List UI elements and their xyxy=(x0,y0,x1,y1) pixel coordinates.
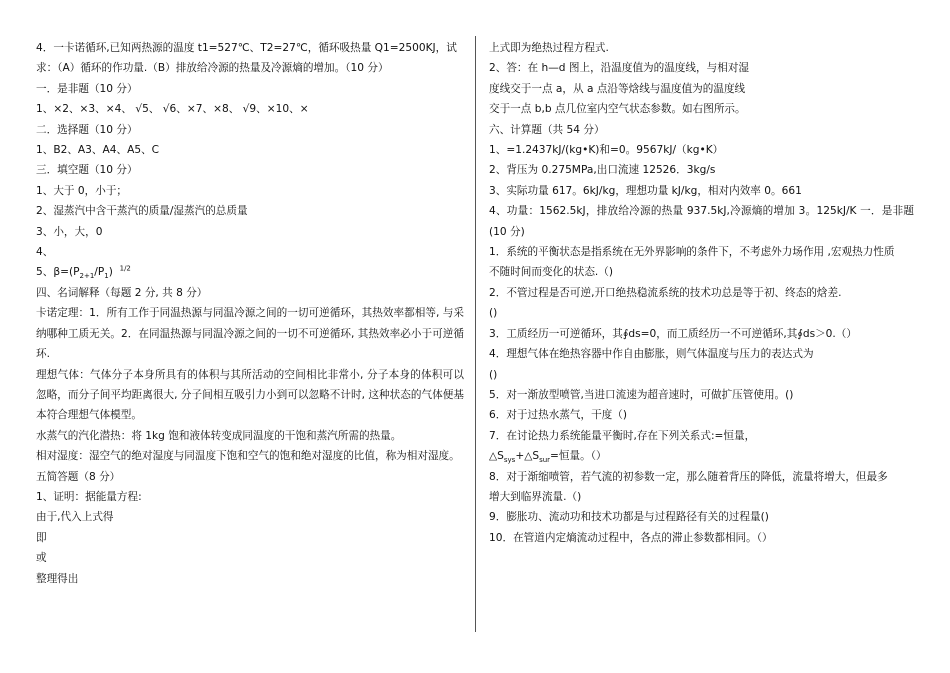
section-calc-title: 六、计算题（共 54 分） xyxy=(489,123,605,136)
true-false-answers: 1、×2、×3、×4、 √5、 √6、×7、×8、 √9、×10、× xyxy=(36,103,309,116)
choice-answers: 1、B2、A3、A4、A5、C xyxy=(36,144,160,157)
fill-5-subscript-2: 1 xyxy=(104,272,109,281)
fill-answer-3: 3、小，大，0 xyxy=(36,225,103,238)
tf-question-1: 1．系统的平衡状态是指系统在无外界影响的条件下，不考虑外力场作用 ,宏观热力性质 xyxy=(489,246,895,259)
proof-line-5: 整理得出 xyxy=(36,572,79,585)
carnot-definition: 卡诺定理：1．所有工作于同温热源与同温冷源之间的一切可逆循环，其热效率都相等, 与采纳哪种工质无关。2．在同温热源与同温冷源之间的一切不可逆循环, 其热效率必小于可逆循环. xyxy=(36,307,464,361)
tf-question-8: 8．对于渐缩喷管，若气流的初参数一定，那么随着背压的降低，流量将增大，但最多 xyxy=(489,470,888,483)
left-column xyxy=(36,38,464,589)
tf-question-1-end: 不随时间而变化的状态.（) xyxy=(489,266,614,279)
tf-question-6: 6．对于过热水蒸气，干度（) xyxy=(489,409,627,422)
tf-question-2-end: () xyxy=(489,307,498,320)
fill-5-close: ) xyxy=(108,266,113,279)
tf-question-3: 3．工质经历一可逆循环，其∮ds=0，而工质经历一不可逆循环,其∮ds＞0.（） xyxy=(489,327,857,340)
section-true-false-title: 一．是非题（10 分） xyxy=(36,82,138,95)
tf-question-10: 10．在管道内定熵流动过程中，各点的滞止参数都相同。（） xyxy=(489,531,773,544)
proof-line-4: 或 xyxy=(36,552,47,565)
section-terms-title: 四、名词解释（每题 2 分, 共 8 分） xyxy=(36,286,208,299)
section-short-answer-title: 五简答题（8 分） xyxy=(36,470,121,483)
latent-heat-definition: 水蒸气的汽化潜热：将 1kg 饱和液体转变成同温度的干饱和蒸汽所需的热量。 xyxy=(36,429,402,442)
proof-line-3: 即 xyxy=(36,531,47,544)
tf-question-4: 4．理想气体在绝热容器中作自由膨胀，则气体温度与压力的表达式为 xyxy=(489,348,814,361)
fill-answer-5 xyxy=(36,262,464,282)
ideal-gas-definition: 理想气体：气体分子本身所具有的体积与其所活动的空间相比非常小, 分子本身的体积可以忽略，而分子间平均距离很大, 分子间相互吸引力小到可以忽略不计时, 这种状态的气体便基本符合理想气体模型。 xyxy=(36,368,464,422)
right-column xyxy=(489,38,914,548)
tf-question-8-end: 增大到临界流量.（) xyxy=(489,490,582,503)
calc-answer-1: 1、=1.2437kJ/(kg•K)和=0。9567kJ/（kg•K） xyxy=(489,144,724,157)
answer-2-line-1: 2、答：在 h—d 图上，沿温度值为的温度线，与相对湿 xyxy=(489,62,749,75)
calc-answer-2: 2、背压为 0.275MPa,出口流速 12526．3kg/s xyxy=(489,164,716,177)
fill-5-mid: /P xyxy=(94,266,105,279)
question-4-line-1: 4．一卡诺循环,已知两热源的温度 t1=527℃、T2=27℃，循环吸热量 Q1=2500KJ，试 xyxy=(36,42,457,54)
delta-s-sur: +△S xyxy=(515,450,540,463)
fill-5-exponent: 1/2 xyxy=(119,264,131,273)
answer-2-line-2: 度线交于一点 a，从 a 点沿等焓线与温度值为的温度线 xyxy=(489,82,746,95)
fill-5-prefix: 5、β xyxy=(36,266,61,279)
sys-subscript: sys xyxy=(503,456,516,465)
fill-5-subscript-1: 2+1 xyxy=(79,272,95,281)
relative-humidity-definition: 相对湿度：湿空气的绝对湿度与同温度下饱和空气的饱和绝对湿度的比值，称为相对湿度。 xyxy=(36,450,460,463)
question-4-line-2: 求：（A）循环的作功量.（B）排放给冷源的热量及冷源熵的增加。（10 分） xyxy=(36,62,389,75)
fill-5-equals: =(P xyxy=(60,266,80,279)
proof-line-2: 由于,代入上式得 xyxy=(36,511,114,524)
tf-question-4-end: () xyxy=(489,368,498,381)
calc-answer-3: 3、实际功量 617。6kJ/kg，理想功量 kJ/kg，相对内效率 0。661 xyxy=(489,184,802,197)
tf-question-7: 7．在讨论热力系统能量平衡时,存在下列关系式:=恒量， xyxy=(489,429,756,442)
proof-line-1: 1、证明：据能量方程: xyxy=(36,490,142,503)
adiabatic-equation-note: 上式即为绝热过程方程式. xyxy=(489,42,609,54)
tf-question-9: 9．膨胀功、流动功和技术功都是与过程路径有关的过程量() xyxy=(489,511,769,524)
answer-2-line-3: 交于一点 b,b 点几位室内空气状态参数。如右图所示。 xyxy=(489,103,746,116)
fill-answer-2: 2、湿蒸汽中含干蒸汽的质量/湿蒸汽的总质量 xyxy=(36,205,248,218)
tf-question-2: 2．不管过程是否可逆,开口绝热稳流系统的技术功总是等于初、终态的焓差. xyxy=(489,286,842,299)
section-choice-title: 二．选择题（10 分） xyxy=(36,123,138,136)
column-divider xyxy=(475,36,476,632)
delta-s-sys: △S xyxy=(489,450,504,463)
tf-question-7-end xyxy=(489,446,914,466)
fill-answer-1: 1、大于 0，小于； xyxy=(36,184,128,197)
section-fill-title: 三．填空题（10 分） xyxy=(36,164,138,177)
sur-subscript: sur xyxy=(539,456,551,465)
tf-question-5: 5．对一渐放型喷管,当进口流速为超音速时，可做扩压管使用。() xyxy=(489,388,794,401)
fill-answer-4: 4、 xyxy=(36,246,54,259)
calc-answer-4: 4、功量：1562.5kJ，排放给冷源的热量 937.5kJ,冷源熵的增加 3。125kJ/K 一．是非题(10 分) xyxy=(489,205,914,238)
constant-text: =恒量。（） xyxy=(550,450,607,463)
